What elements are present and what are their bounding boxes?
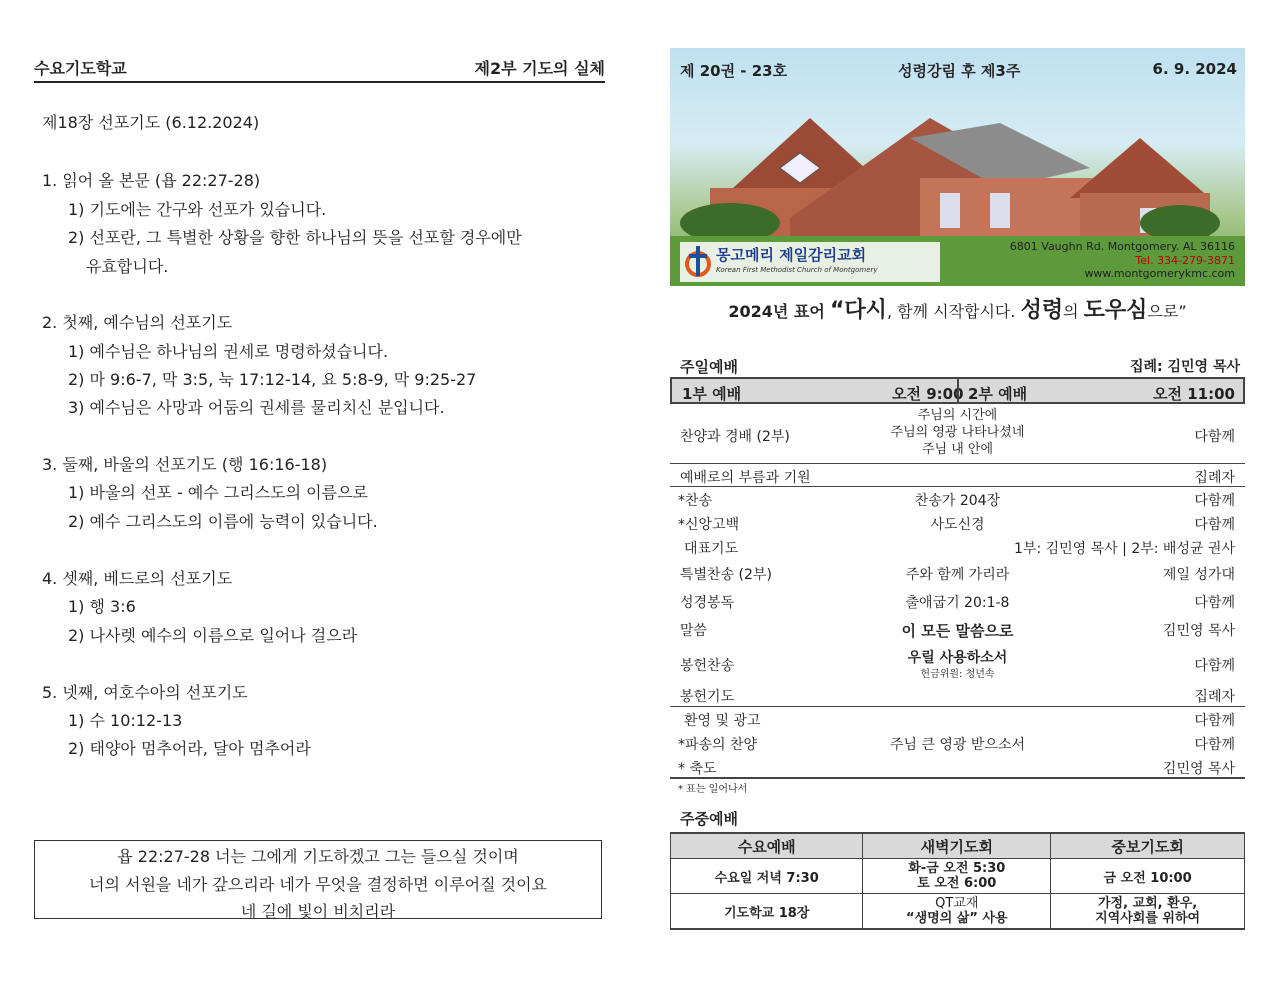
church-phone: Tel. 334-279-3871: [1135, 254, 1235, 267]
order-leader: 다함께: [1194, 713, 1235, 729]
worship-leader: 집례: 김민영 목사: [1129, 359, 1240, 375]
order-content: 주와 함께 가리라: [905, 567, 1010, 583]
section-item: 2) 예수 그리스도의 이름에 능력이 있습니다.: [68, 512, 378, 531]
standing-note: * 표는 일어나서: [678, 784, 748, 795]
motto-word: 도우심: [1083, 298, 1148, 323]
volume-number: 제 20권 - 23호: [680, 62, 788, 80]
order-item: *신앙고백: [678, 517, 740, 533]
church-name-ko: 몽고메리 제일감리교회: [716, 246, 867, 264]
memory-verse-box: [34, 840, 602, 919]
annual-motto: [670, 293, 1245, 324]
order-content: 주님의 시간에 주님의 영광 나타나셨네 주님 내 안에: [890, 408, 1025, 457]
service2-time: 오전 11:00: [1153, 385, 1235, 403]
qt-label: QT교재: [935, 896, 979, 911]
left-page-header: [34, 54, 605, 83]
order-leader: 다함께: [1194, 658, 1235, 674]
church-name-en: Korean First Methodist Church of Montgomery: [716, 266, 878, 274]
motto-prefix: 2024년 표어: [728, 302, 825, 321]
sermon-title: 이 모든 말씀으로: [901, 622, 1014, 640]
order-item: 대표기도: [684, 541, 739, 557]
weekday-schedule-table: [670, 832, 1245, 930]
section-item: 1) 행 3:6: [68, 597, 136, 616]
service-times-bar: [670, 377, 1245, 404]
order-leader: 1부: 김민영 목사 | 2부: 배성균 권사: [1014, 541, 1235, 557]
part-title: 제2부 기도의 실체: [474, 59, 605, 78]
section-item: 2) 나사렛 예수의 이름으로 일어나 걸으라: [68, 626, 358, 645]
service1-name: 1부 예배: [682, 385, 742, 403]
weekday-worship-title: 주중예배: [680, 810, 738, 828]
motto-word: 다시: [844, 298, 887, 323]
section-item: 유효합니다.: [86, 257, 169, 276]
order-content: 출애굽기 20:1-8: [905, 595, 1010, 611]
section-title: 4. 셋째, 베드로의 선포기도: [42, 569, 233, 588]
intercession-topics: 가정, 교회, 환우,: [1097, 896, 1198, 911]
section-title: 1. 읽어 올 본문 (욥 22:27-28): [42, 171, 261, 190]
order-item: 예배로의 부름과 기원: [680, 470, 811, 486]
service1-time: 오전 9:00: [892, 385, 964, 403]
section-item: 2) 태양아 멈추어라, 달아 멈추어라: [68, 739, 311, 758]
order-item: 찬양과 경배 (2부): [680, 429, 790, 445]
intercession-time: 금 오전 10:00: [1051, 859, 1245, 894]
prayer-school-chapter: 기도학교 18장: [671, 894, 863, 930]
motto-quote-open: “: [829, 298, 845, 323]
service2-name: 2부 예배: [968, 385, 1028, 403]
church-website[interactable]: www.montgomerykmc.com: [1084, 267, 1235, 280]
order-item: *파송의 찬양: [678, 737, 758, 753]
wednesday-time: 수요일 저녁 7:30: [671, 859, 863, 894]
order-item: *찬송: [678, 493, 713, 509]
worship-order-row: [670, 647, 1245, 683]
order-leader: 다함께: [1194, 737, 1235, 753]
section-item: 1) 기도에는 간구와 선포가 있습니다.: [68, 200, 327, 219]
church-address: 6801 Vaughn Rd. Montgomery. AL 36116: [1009, 240, 1235, 253]
bulletin-date: 6. 9. 2024: [1152, 60, 1237, 78]
motto-text: 의: [1063, 302, 1079, 321]
chapter-title: 제18장 선포기도 (6.12.2024): [42, 113, 260, 132]
section-item: 1) 예수님은 하나님의 권세로 명령하셨습니다.: [68, 342, 389, 361]
section-title: 2. 첫째, 예수님의 선포기도: [42, 313, 233, 332]
order-leader: 다함께: [1194, 595, 1235, 611]
order-leader: 집례자: [1194, 689, 1235, 705]
offering-committee: 헌금위원: 청년속: [920, 669, 995, 680]
church-banner: [670, 48, 1245, 286]
col-header: 수요예배: [671, 833, 863, 859]
school-title: 수요기도학교: [34, 59, 127, 78]
order-leader: 집례자: [1194, 470, 1235, 486]
qt-book: “생명의 삶” 사용: [906, 911, 1008, 926]
col-header: 중보기도회: [1051, 833, 1245, 859]
order-leader: 김민영 목사: [1162, 623, 1235, 639]
order-item: 성경봉독: [680, 595, 735, 611]
order-item: 말씀: [680, 623, 708, 639]
order-leader: 다함께: [1194, 429, 1235, 445]
section-item: 2) 선포란, 그 특별한 상황을 향한 하나님의 뜻을 선포할 경우에만: [68, 228, 522, 247]
motto-text: , 함께 시작합시다.: [886, 302, 1016, 321]
section-item: 1) 바울의 선포 - 예수 그리스도의 이름으로: [68, 483, 369, 502]
sunday-worship-title: 주일예배: [680, 358, 738, 376]
verse-line: 네 길에 빛이 비치리라: [240, 902, 396, 921]
motto-text: 으로”: [1147, 302, 1187, 321]
section-item: 1) 수 10:12-13: [68, 711, 183, 730]
section-title: 5. 넷째, 여호수아의 선포기도: [42, 683, 248, 702]
order-leader: 다함께: [1194, 517, 1235, 533]
cross-flame-logo-icon: [684, 244, 712, 278]
section-title: 3. 둘째, 바울의 선포기도 (행 16:16-18): [42, 455, 328, 474]
dawn-prayer-saturday: 토 오전 6:00: [917, 876, 997, 891]
order-item: 특별찬송 (2부): [680, 567, 772, 583]
verse-line: 너의 서원을 네가 갚으리라 네가 무엇을 결정하면 이루어질 것이요: [88, 875, 547, 894]
dawn-prayer-weekday: 화-금 오전 5:30: [908, 861, 1006, 876]
order-leader: 다함께: [1194, 493, 1235, 509]
worship-order-row: [670, 407, 1245, 463]
col-header: 새벽기도회: [863, 833, 1051, 859]
section-item: 3) 예수님은 사망과 어둠의 권세를 물리치신 분입니다.: [68, 398, 445, 417]
order-item: 봉헌찬송: [680, 658, 735, 674]
order-item: * 축도: [678, 761, 717, 777]
order-content: 찬송가 204장: [914, 493, 1001, 509]
order-item: 봉헌기도: [680, 689, 735, 705]
motto-word: 성령: [1020, 298, 1064, 323]
order-content: 우릴 사용하소서: [907, 650, 1008, 666]
section-item: 2) 마 9:6-7, 막 3:5, 눅 17:12-14, 요 5:8-9, 막 9:25-27: [68, 370, 477, 389]
order-item: 환영 및 광고: [684, 713, 761, 729]
intercession-topics: 지역사회를 위하여: [1095, 911, 1201, 926]
verse-line: 욥 22:27-28 너는 그에게 기도하겠고 그는 들으실 것이며: [117, 847, 519, 866]
liturgical-season: 성령강림 후 제3주: [898, 62, 1021, 80]
church-logo-block: [680, 242, 940, 282]
order-leader: 제일 성가대: [1162, 567, 1235, 583]
order-leader: 김민영 목사: [1162, 761, 1235, 777]
order-content: 사도신경: [930, 517, 985, 533]
order-content: 주님 큰 영광 받으소서: [889, 737, 1026, 753]
